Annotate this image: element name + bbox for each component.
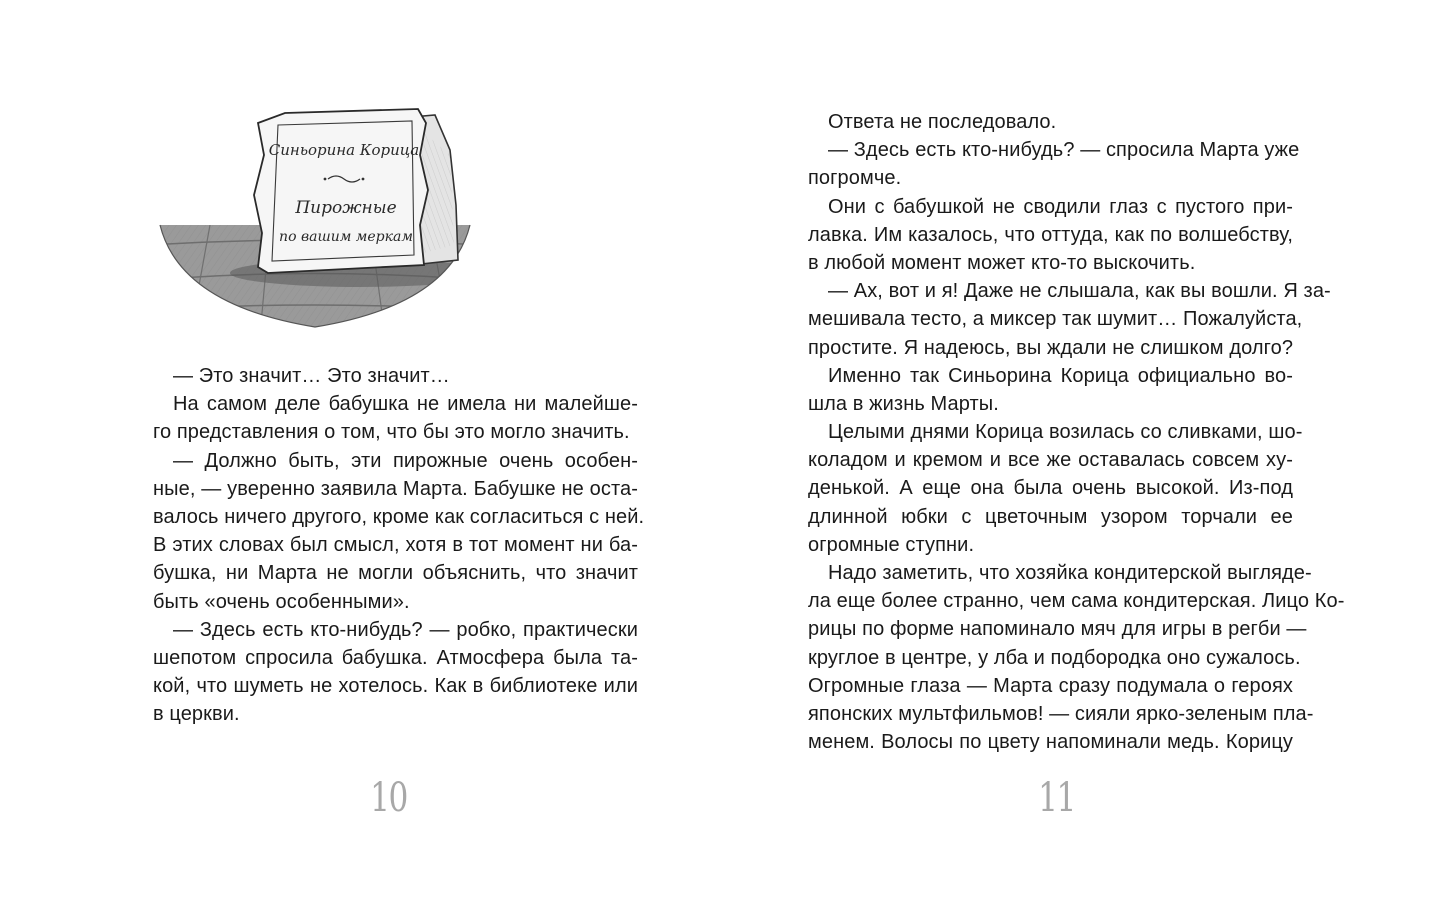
text-line: Надо заметить, что хозяйка кондитерской выгляде- (828, 562, 1312, 584)
text-line: бушка, ни Марта не могли объяснить, что значит (153, 562, 638, 585)
text-line: Они с бабушкой не сводили глаз с пустого при- (828, 195, 1293, 218)
text-line: шла в жизнь Марты. (808, 392, 999, 415)
text-line: быть «очень особенными». (153, 590, 410, 613)
text-line: мешивала тесто, а миксер так шумит… Пожалуйста, (808, 308, 1303, 331)
text-line: — Ах, вот и я! Даже не слышала, как вы вошли. Я за- (828, 280, 1331, 303)
sign-illustration (150, 95, 480, 345)
page-number-left: 10 (370, 775, 407, 821)
text-line: круглое в центре, у лба и подбородка оно сужалось. (808, 646, 1301, 669)
text-line: Огромные глаза — Марта сразу подумала о героях (808, 674, 1293, 697)
text-line: Ответа не последовало. (828, 111, 1057, 133)
text-line: огромные ступни. (808, 533, 975, 556)
page-number-right: 11 (1038, 775, 1075, 821)
text-line: японских мультфильмов! — сияли ярко-зеленым пла- (808, 702, 1314, 725)
text-line: На самом деле бабушка не имела ни малейше- (173, 393, 638, 416)
text-line: Именно так Синьорина Корица официально во- (828, 364, 1293, 387)
text-line: погромче. (808, 167, 902, 190)
text-line: в церкви. (153, 703, 240, 726)
text-line: — Здесь есть кто-нибудь? — робко, практически (173, 618, 638, 641)
text-line: менем. Волосы по цвету напоминали медь. Корицу (808, 731, 1293, 754)
text-line: ные, — уверенно заявила Марта. Бабушке не оста- (153, 477, 638, 500)
text-line: рицы по форме напоминало мяч для игры в регби — (808, 618, 1307, 641)
left-page (0, 0, 722, 920)
text-line: — Должно быть, эти пирожные очень особен- (173, 449, 638, 472)
right-page (723, 0, 1445, 920)
text-line: кой, что шуметь не хотелось. Как в библиотеке или (153, 675, 638, 698)
text-line: длинной юбки с цветочным узором торчали ее (808, 505, 1293, 528)
sign-title: Синьорина Корица (268, 141, 420, 159)
text-line: шепотом спросила бабушка. Атмосфера была та- (153, 646, 638, 669)
text-line: денькой. А еще она была очень высокой. Из-под (808, 477, 1293, 500)
text-line: В этих словах был смысл, хотя в тот момент ни ба- (153, 534, 638, 557)
sign-line-2: по вашим меркам (279, 229, 413, 245)
text-line: в любой момент может кто-то выскочить. (808, 251, 1196, 274)
left-page-text (153, 362, 645, 728)
text-line: валось ничего другого, кроме как согласиться с ней. (153, 505, 645, 528)
text-line: — Здесь есть кто-нибудь? — спросила Марта уже (828, 139, 1300, 162)
text-line: Целыми днями Корица возилась со сливками, шо- (828, 421, 1303, 444)
text-line: коладом и кремом и все же оставалась совсем ху- (808, 449, 1293, 472)
text-line: простите. Я надеюсь, вы ждали не слишком долго? (808, 336, 1294, 359)
text-line: — Это значит… Это значит… (173, 365, 450, 387)
text-line: ла еще более странно, чем сама кондитерская. Лицо Ко- (808, 590, 1345, 613)
text-line: го представления о том, что бы это могло значить. (153, 421, 630, 444)
text-line: лавка. Им казалось, что оттуда, как по волшебству, (808, 223, 1293, 246)
sign-line-1: Пирожные (295, 198, 397, 218)
right-page-text (808, 108, 1345, 756)
